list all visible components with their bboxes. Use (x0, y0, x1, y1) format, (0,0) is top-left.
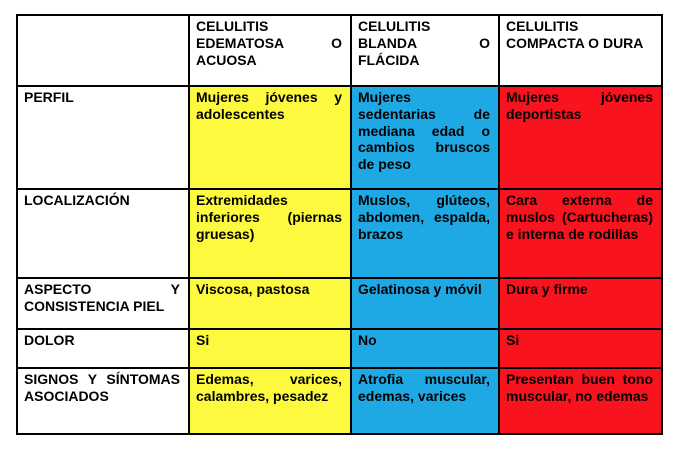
row-label-perfil: PERFIL (17, 86, 189, 189)
row-label-dolor: DOLOR (17, 329, 189, 368)
cell-perfil-blanda: Mujeres sedentarias de mediana edad o cambios bruscos de peso (351, 86, 499, 189)
cell-dolor-blanda: No (351, 329, 499, 368)
cell-dolor-edematosa: Si (189, 329, 351, 368)
header-celulitis-edematosa: CELULITIS EDEMATOSA O ACUOSA (189, 15, 351, 86)
cell-dolor-compacta: Si (499, 329, 662, 368)
cell-localizacion-blanda: Muslos, glúteos, abdomen, espalda, brazos (351, 189, 499, 278)
cell-perfil-compacta: Mujeres jóvenes deportistas (499, 86, 662, 189)
cell-signos-edematosa: Edemas, varices, calambres, pesadez (189, 368, 351, 434)
row-label-aspecto: ASPECTO Y CONSISTENCIA PIEL (17, 278, 189, 329)
celulitis-comparison-table (16, 14, 663, 435)
cell-signos-blanda: Atrofia muscular, edemas, varices (351, 368, 499, 434)
cell-perfil-edematosa: Mujeres jóvenes y adolescentes (189, 86, 351, 189)
cell-aspecto-blanda: Gelatinosa y móvil (351, 278, 499, 329)
row-label-signos: SIGNOS Y SÍNTOMAS ASOCIADOS (17, 368, 189, 434)
table-row-localizacion (17, 189, 662, 278)
table-row-signos (17, 368, 662, 434)
table-row-dolor (17, 329, 662, 368)
corner-cell (17, 15, 189, 86)
cell-aspecto-compacta: Dura y firme (499, 278, 662, 329)
header-row (17, 15, 662, 86)
cell-signos-compacta: Presentan buen tono muscular, no edemas (499, 368, 662, 434)
row-label-localizacion: LOCALIZACIÓN (17, 189, 189, 278)
table-row-aspecto (17, 278, 662, 329)
table-row-perfil (17, 86, 662, 189)
header-celulitis-blanda: CELULITIS BLANDA O FLÁCIDA (351, 15, 499, 86)
cell-localizacion-edematosa: Extremidades inferiores (piernas gruesas) (189, 189, 351, 278)
cell-aspecto-edematosa: Viscosa, pastosa (189, 278, 351, 329)
cell-localizacion-compacta: Cara externa de muslos (Cartucheras) e interna de rodillas (499, 189, 662, 278)
header-celulitis-compacta: CELULITIS COMPACTA O DURA (499, 15, 662, 86)
